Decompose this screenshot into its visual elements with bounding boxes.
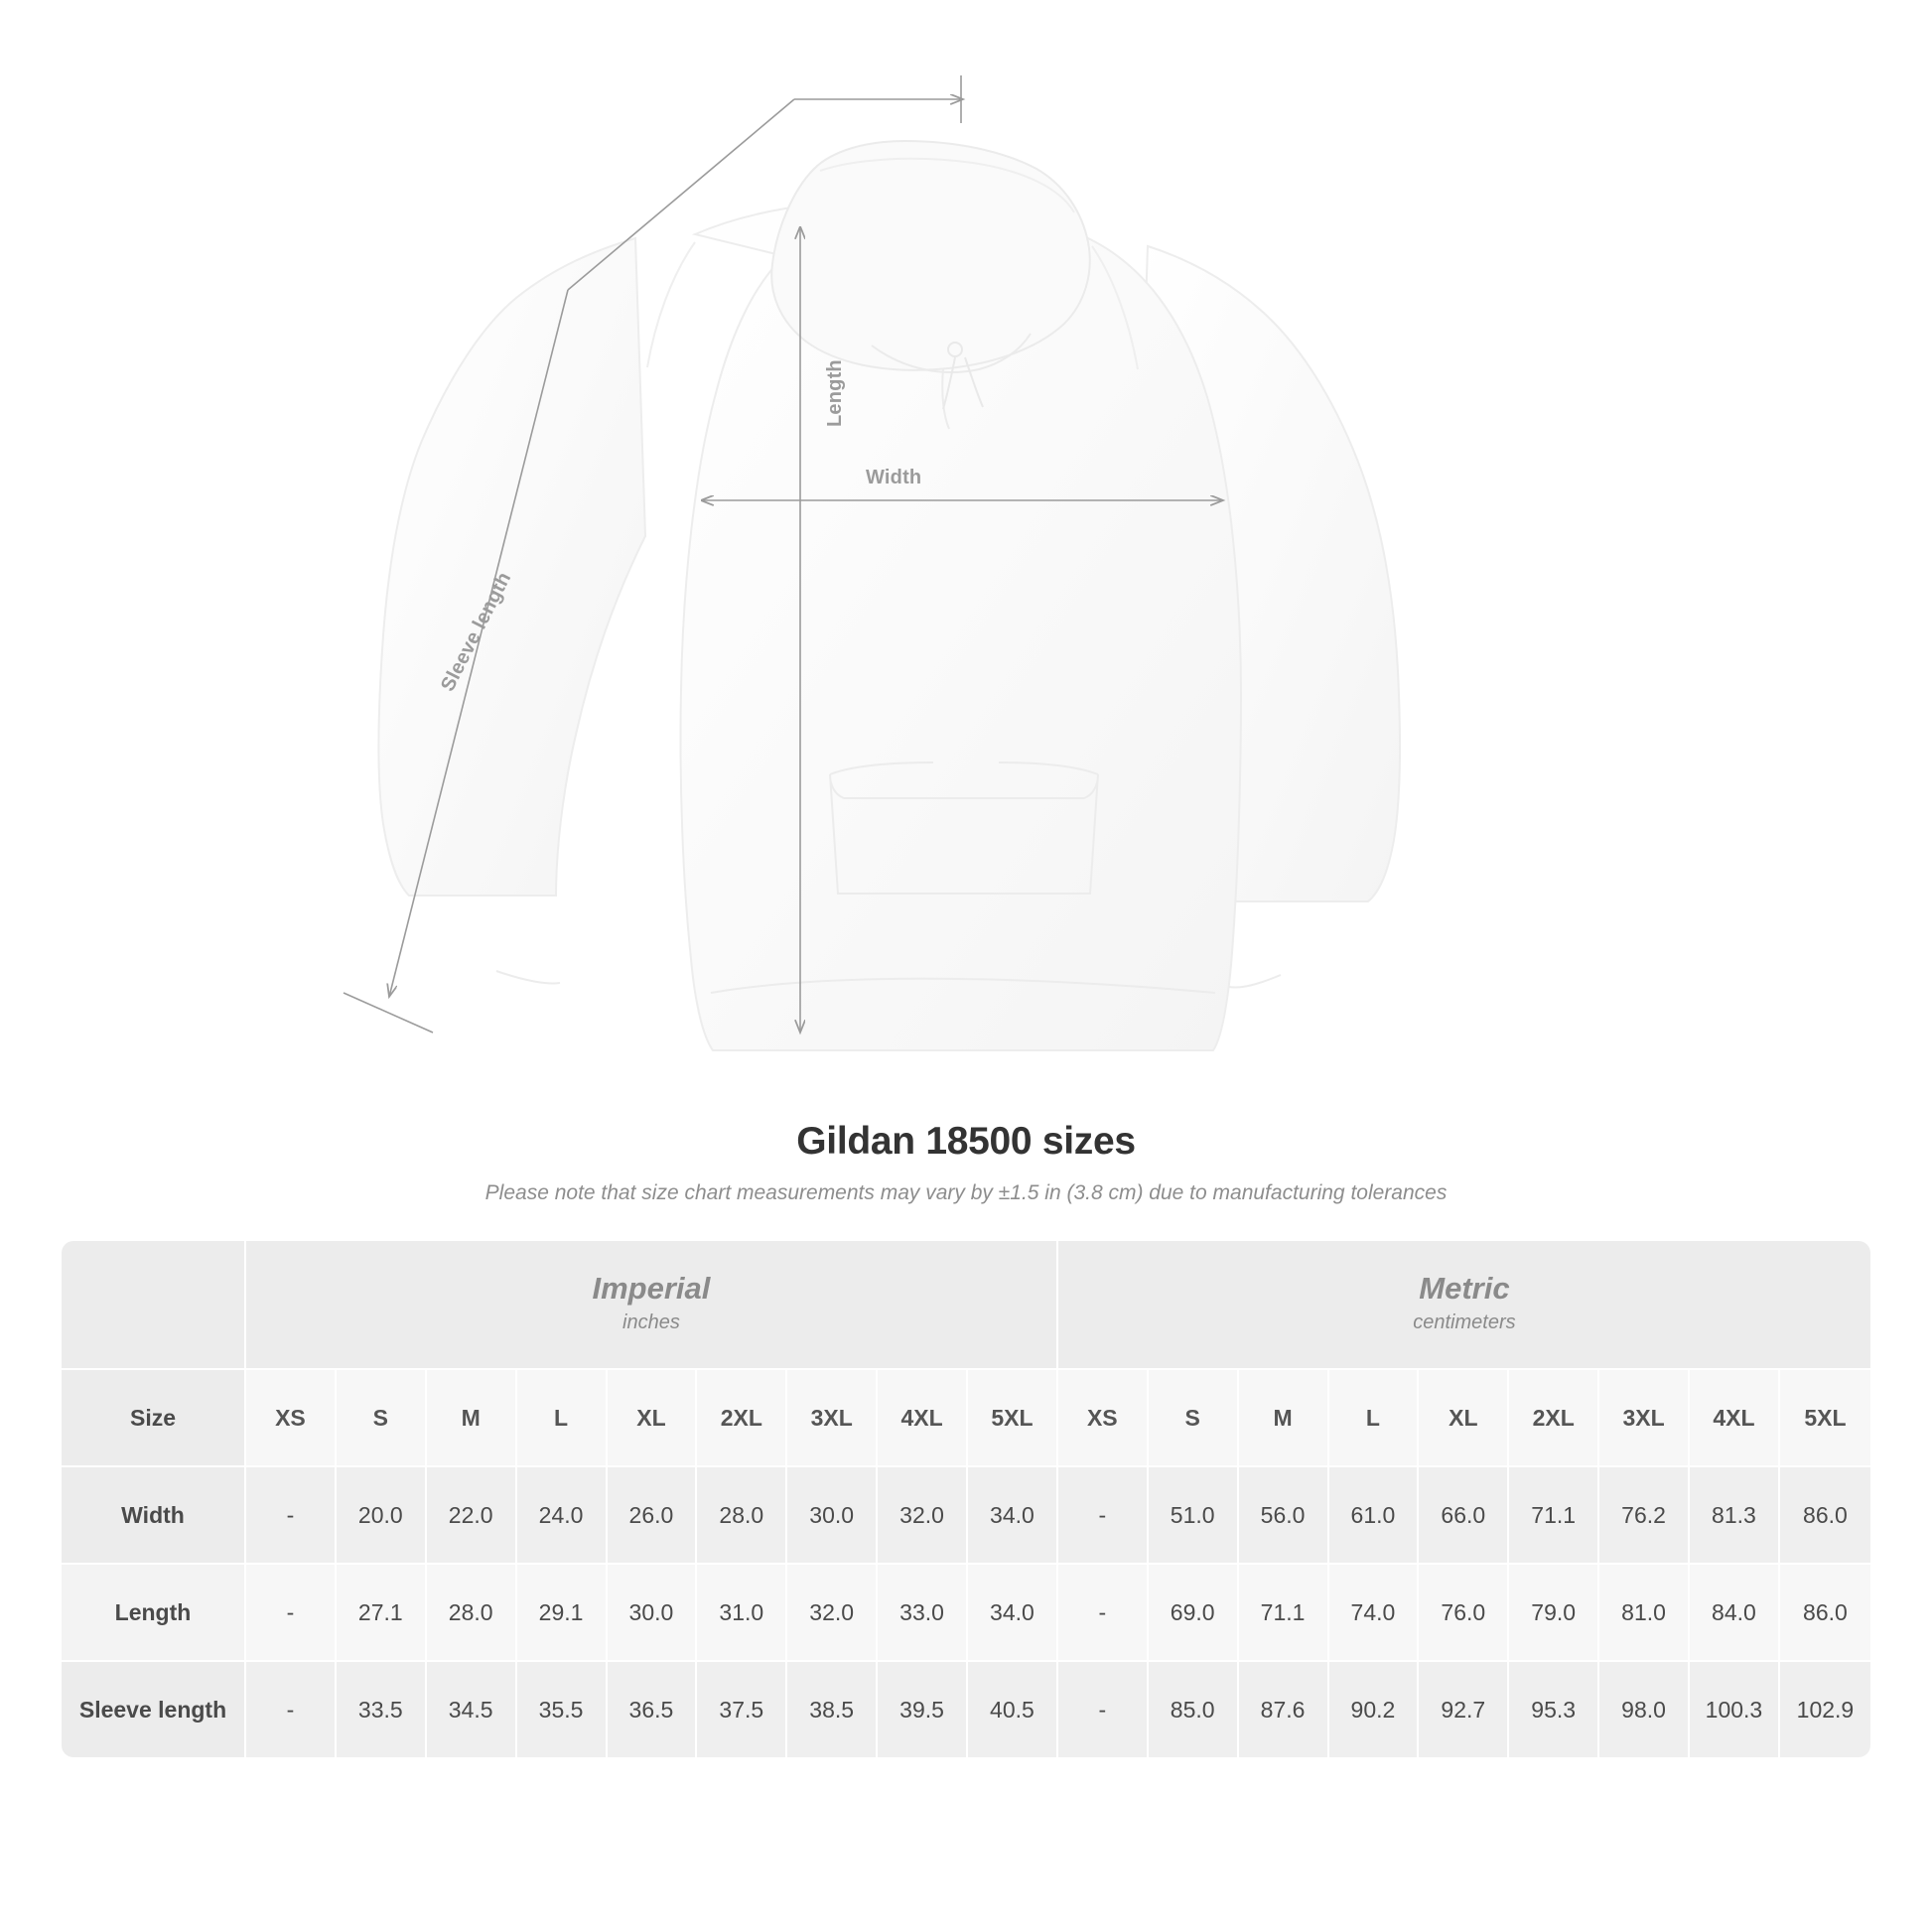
size-header-imperial-m: M [427, 1368, 517, 1465]
length-metric-s: 69.0 [1149, 1563, 1239, 1660]
length-metric-4xl: 84.0 [1690, 1563, 1780, 1660]
size-header-imperial-l: L [517, 1368, 608, 1465]
length-metric-xl: 76.0 [1419, 1563, 1509, 1660]
length-imperial-s: 27.1 [337, 1563, 427, 1660]
sleeve-imperial-4xl: 39.5 [878, 1660, 968, 1757]
size-header-imperial-5xl: 5XL [968, 1368, 1058, 1465]
width-imperial-xl: 26.0 [608, 1465, 698, 1563]
sleeve-metric-m: 87.6 [1239, 1660, 1329, 1757]
sleeve-metric-2xl: 95.3 [1509, 1660, 1599, 1757]
title-block [0, 1120, 1932, 1205]
size-header-label: Size [62, 1368, 246, 1465]
sleeve-metric-s: 85.0 [1149, 1660, 1239, 1757]
unit-name-imperial: Imperial [592, 1271, 711, 1307]
size-table-wrapper [62, 1241, 1870, 1757]
width-imperial-3xl: 30.0 [787, 1465, 878, 1563]
size-header-metric-l: L [1329, 1368, 1420, 1465]
size-header-imperial-xl: XL [608, 1368, 698, 1465]
size-header-metric-3xl: 3XL [1599, 1368, 1690, 1465]
width-imperial-xs: - [246, 1465, 337, 1563]
width-imperial-s: 20.0 [337, 1465, 427, 1563]
sleeve-imperial-s: 33.5 [337, 1660, 427, 1757]
length-imperial-4xl: 33.0 [878, 1563, 968, 1660]
width-imperial-l: 24.0 [517, 1465, 608, 1563]
width-label: Width [866, 467, 922, 488]
sleeve-imperial-m: 34.5 [427, 1660, 517, 1757]
width-imperial-5xl: 34.0 [968, 1465, 1058, 1563]
length-metric-3xl: 81.0 [1599, 1563, 1690, 1660]
sleeve-imperial-xs: - [246, 1660, 337, 1757]
table-row [62, 1660, 1870, 1757]
sleeve-metric-3xl: 98.0 [1599, 1660, 1690, 1757]
width-metric-xl: 66.0 [1419, 1465, 1509, 1563]
tolerance-note: Please note that size chart measurements may vary by ±1.5 in (3.8 cm) due to manufacturing tolerances [484, 1181, 1448, 1204]
length-metric-m: 71.1 [1239, 1563, 1329, 1660]
size-header-metric-5xl: 5XL [1780, 1368, 1870, 1465]
width-metric-xs: - [1058, 1465, 1149, 1563]
length-label: Length [824, 359, 846, 427]
size-header-imperial-3xl: 3XL [787, 1368, 878, 1465]
width-imperial-4xl: 32.0 [878, 1465, 968, 1563]
width-metric-4xl: 81.3 [1690, 1465, 1780, 1563]
unit-sub-imperial: inches [622, 1311, 680, 1333]
size-header-metric-xl: XL [1419, 1368, 1509, 1465]
sleeve-imperial-xl: 36.5 [608, 1660, 698, 1757]
row-label-length: Length [62, 1563, 246, 1660]
size-header-metric-xs: XS [1058, 1368, 1149, 1465]
length-imperial-2xl: 31.0 [697, 1563, 787, 1660]
size-header-metric-2xl: 2XL [1509, 1368, 1599, 1465]
length-metric-5xl: 86.0 [1780, 1563, 1870, 1660]
unit-header-row [62, 1241, 1870, 1368]
unit-sub-metric: centimeters [1413, 1311, 1516, 1333]
length-metric-l: 74.0 [1329, 1563, 1420, 1660]
unit-header-blank [62, 1241, 246, 1368]
length-metric-xs: - [1058, 1563, 1149, 1660]
sleeve-metric-5xl: 102.9 [1780, 1660, 1870, 1757]
size-header-metric-4xl: 4XL [1690, 1368, 1780, 1465]
width-imperial-2xl: 28.0 [697, 1465, 787, 1563]
width-metric-2xl: 71.1 [1509, 1465, 1599, 1563]
length-imperial-3xl: 32.0 [787, 1563, 878, 1660]
size-header-imperial-xs: XS [246, 1368, 337, 1465]
hoodie-shape [379, 141, 1401, 1050]
size-header-metric-s: S [1149, 1368, 1239, 1465]
unit-name-metric: Metric [1419, 1271, 1510, 1307]
width-metric-s: 51.0 [1149, 1465, 1239, 1563]
sleeve-length-label: Sleeve length [437, 568, 516, 695]
size-header-row [62, 1368, 1870, 1465]
sleeve-imperial-5xl: 40.5 [968, 1660, 1058, 1757]
length-imperial-xl: 30.0 [608, 1563, 698, 1660]
size-header-metric-m: M [1239, 1368, 1329, 1465]
row-label-width: Width [62, 1465, 246, 1563]
length-imperial-5xl: 34.0 [968, 1563, 1058, 1660]
size-header-imperial-4xl: 4XL [878, 1368, 968, 1465]
page-title: Gildan 18500 sizes [796, 1120, 1136, 1163]
length-imperial-l: 29.1 [517, 1563, 608, 1660]
width-imperial-m: 22.0 [427, 1465, 517, 1563]
sleeve-imperial-2xl: 37.5 [697, 1660, 787, 1757]
sleeve-metric-xl: 92.7 [1419, 1660, 1509, 1757]
length-imperial-m: 28.0 [427, 1563, 517, 1660]
width-metric-3xl: 76.2 [1599, 1465, 1690, 1563]
size-header-imperial-2xl: 2XL [697, 1368, 787, 1465]
table-row [62, 1563, 1870, 1660]
width-metric-l: 61.0 [1329, 1465, 1420, 1563]
sleeve-metric-xs: - [1058, 1660, 1149, 1757]
size-table [62, 1241, 1870, 1757]
unit-header-metric [1058, 1241, 1870, 1368]
length-imperial-xs: - [246, 1563, 337, 1660]
width-metric-m: 56.0 [1239, 1465, 1329, 1563]
sleeve-imperial-3xl: 38.5 [787, 1660, 878, 1757]
table-row [62, 1465, 1870, 1563]
size-header-imperial-s: S [337, 1368, 427, 1465]
sleeve-metric-4xl: 100.3 [1690, 1660, 1780, 1757]
row-label-sleeve-length: Sleeve length [62, 1660, 246, 1757]
sleeve-metric-l: 90.2 [1329, 1660, 1420, 1757]
width-metric-5xl: 86.0 [1780, 1465, 1870, 1563]
sleeve-imperial-l: 35.5 [517, 1660, 608, 1757]
unit-header-imperial [246, 1241, 1058, 1368]
length-metric-2xl: 79.0 [1509, 1563, 1599, 1660]
